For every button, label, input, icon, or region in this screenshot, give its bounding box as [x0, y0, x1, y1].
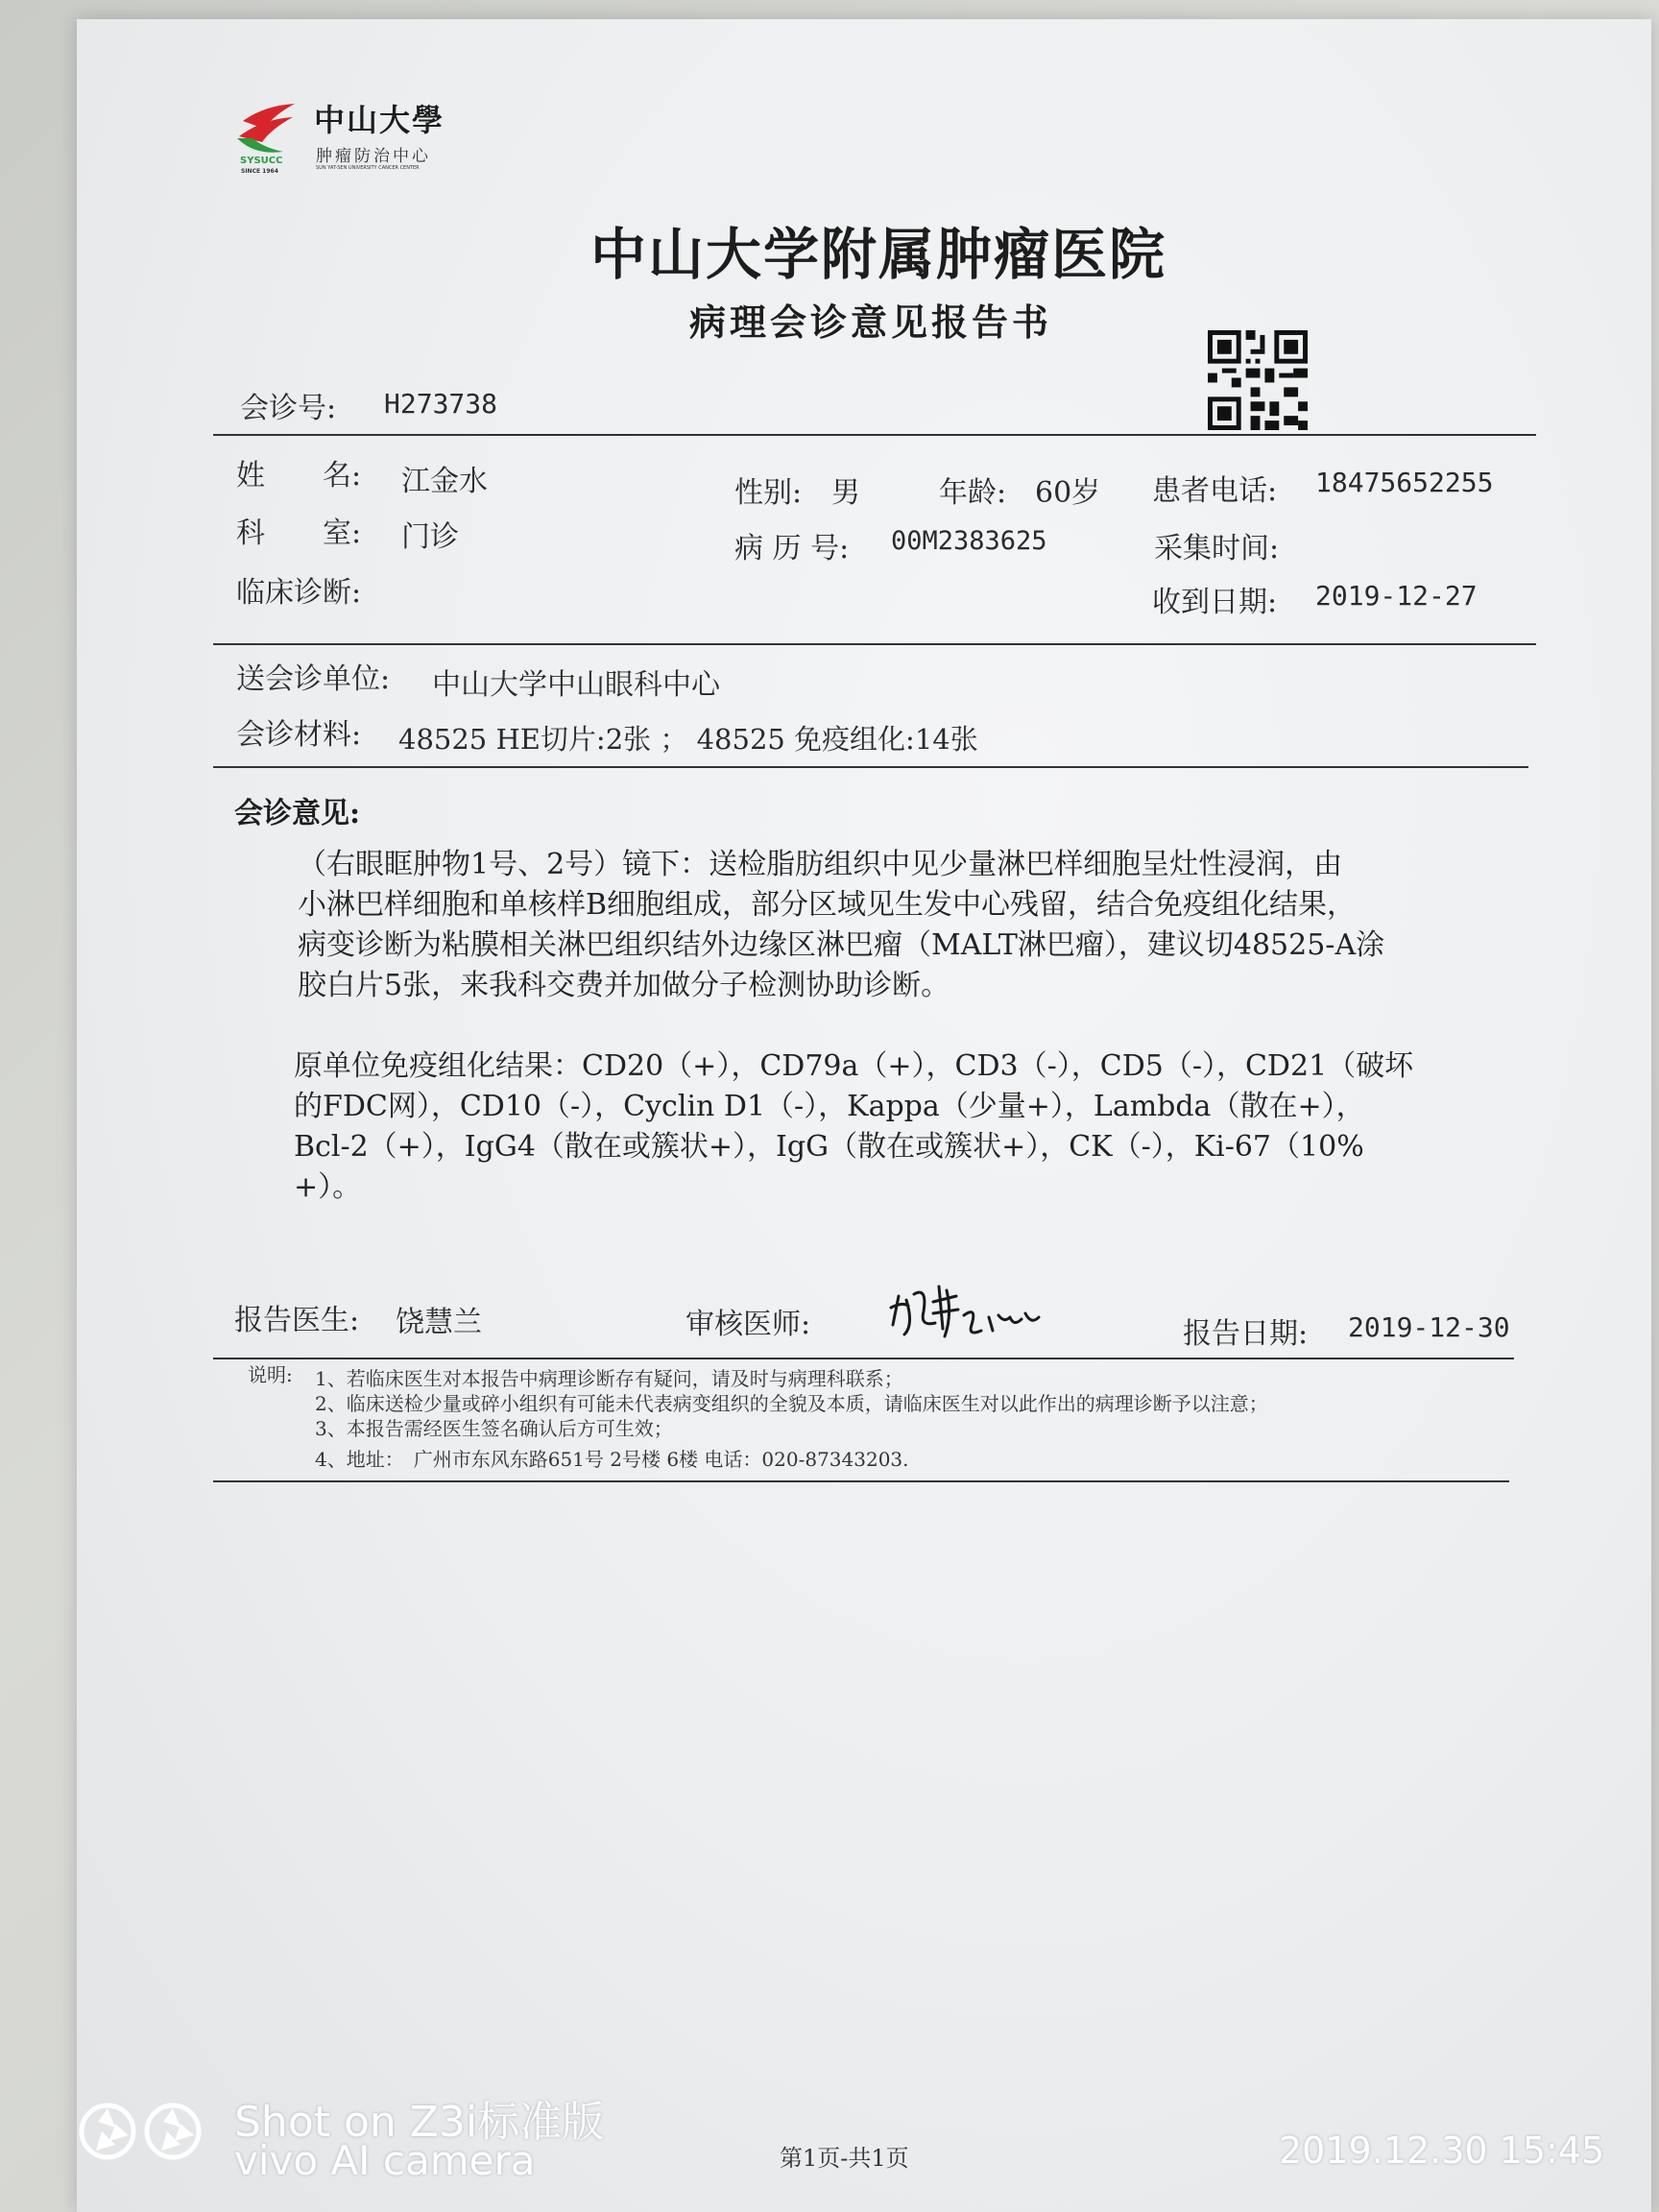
- note-item-3: 3、本报告需经医生签名确认后方可生效；: [315, 1417, 673, 1440]
- report-date-label: 报告日期:: [1183, 1317, 1309, 1351]
- ihc-line: Bcl-2（+），IgG4（散在或簇状+），IgG（散在或簇状+），CK（-），Ki-67（10%: [294, 1130, 1364, 1164]
- age-value: 60岁: [1035, 476, 1101, 510]
- consult-no-value: H273738: [384, 388, 498, 420]
- divider: [213, 1358, 1514, 1359]
- opinion-line: 病变诊断为粘膜相关淋巴组织结外边缘区淋巴瘤（MALT淋巴瘤），建议切48525-A涂: [298, 928, 1385, 962]
- material-value: 48525 HE切片:2张 ； 48525 免疫组化:14张: [398, 723, 978, 756]
- received-date-label: 收到日期:: [1152, 586, 1278, 619]
- sysucc-logo: [235, 96, 466, 182]
- name-value: 江金水: [401, 465, 488, 498]
- opinion-line: 小淋巴样细胞和单核样B细胞组成，部分区域见生发中心残留，结合免疫组化结果，: [298, 888, 1357, 922]
- sex-value: 男: [831, 476, 860, 510]
- opinion-paragraph-2: [294, 1046, 1542, 1208]
- camera-watermark-line2: vivo AI camera: [234, 2137, 536, 2184]
- logo-emblem-icon: [235, 100, 302, 157]
- report-date-value: 2019-12-30: [1348, 1311, 1510, 1343]
- received-date-value: 2019-12-27: [1315, 580, 1478, 612]
- submit-unit-value: 中山大学中山眼科中心: [432, 668, 720, 702]
- logo-since: SINCE 1964: [241, 168, 278, 175]
- divider: [213, 643, 1536, 645]
- logo-name-en: SUN YAT-SEN UNIVERSITY CANCER CENTER: [316, 165, 420, 171]
- logo-name-sub: 肿瘤防治中心: [316, 147, 431, 166]
- opinion-line: 胶白片5张，来我科交费并加做分子检测协助诊断。: [298, 969, 950, 1002]
- opinion-heading: 会诊意见:: [234, 797, 361, 830]
- sex-label: 性别:: [734, 476, 803, 510]
- hospital-title: 中山大学附属肿瘤医院: [590, 222, 1167, 287]
- divider: [213, 1480, 1509, 1482]
- record-label: 病 历 号:: [734, 532, 850, 565]
- opinion-paragraph-1: [298, 845, 1546, 1006]
- reviewer-signature: [885, 1267, 1048, 1344]
- reviewer-label: 审核医师:: [685, 1308, 811, 1341]
- phone-value: 18475652255: [1315, 467, 1494, 498]
- age-label: 年龄:: [939, 476, 1007, 510]
- logo-name-cn: 中山大學: [314, 102, 445, 138]
- camera-logo-icon: [77, 2099, 207, 2164]
- divider: [213, 434, 1536, 436]
- divider: [213, 766, 1528, 768]
- camera-timestamp: 2019.12.30 15:45: [1279, 2129, 1605, 2172]
- ihc-line: 的FDC网），CD10（-），Cyclin D1（-），Kappa（少量+），Lambda（散在+），: [294, 1090, 1365, 1123]
- logo-abbr: SYSUCC: [240, 156, 283, 166]
- camera-watermark-line1: Shot on Z3i标准版: [234, 2098, 605, 2147]
- consult-no-label: 会诊号:: [240, 392, 337, 425]
- opinion-line: （右眼眶肿物1号、2号）镜下：送检脂肪组织中见少量淋巴样细胞呈灶性浸润，由: [298, 848, 1343, 881]
- material-label: 会诊材料:: [236, 718, 362, 752]
- qr-code: [1208, 330, 1308, 430]
- submit-unit-label: 送会诊单位:: [236, 662, 391, 696]
- collect-time-label: 采集时间:: [1154, 532, 1280, 565]
- report-doctor-label: 报告医生:: [234, 1304, 360, 1337]
- note-item-4: 4、地址： 广州市东风东路651号 2号楼 6楼 电话：020-87343203.: [315, 1448, 909, 1471]
- dept-label: 科 室:: [236, 517, 362, 550]
- notes-lead: 说明:: [248, 1363, 293, 1386]
- report-doctor-value: 饶慧兰: [396, 1306, 482, 1339]
- ihc-line: 原单位免疫组化结果：CD20（+），CD79a（+），CD3（-），CD5（-），CD21（破坏: [294, 1049, 1414, 1083]
- dept-value: 门诊: [401, 520, 459, 554]
- note-item-1: 1、若临床医生对本报告中病理诊断存有疑问，请及时与病理科联系；: [315, 1367, 903, 1390]
- record-value: 00M2383625: [891, 526, 1047, 556]
- page-number: 第1页-共1页: [780, 2145, 909, 2172]
- note-item-2: 2、临床送检少量或碎小组织有可能未代表病变组织的全貌及本质，请临床医生对以此作出的病理诊断予以注意；: [315, 1392, 1268, 1415]
- ihc-line: +）。: [294, 1170, 362, 1204]
- clinical-diagnosis-label: 临床诊断:: [236, 576, 362, 610]
- phone-label: 患者电话:: [1152, 474, 1278, 508]
- report-title: 病理会诊意见报告书: [689, 301, 1053, 344]
- name-label: 姓 名:: [236, 459, 362, 493]
